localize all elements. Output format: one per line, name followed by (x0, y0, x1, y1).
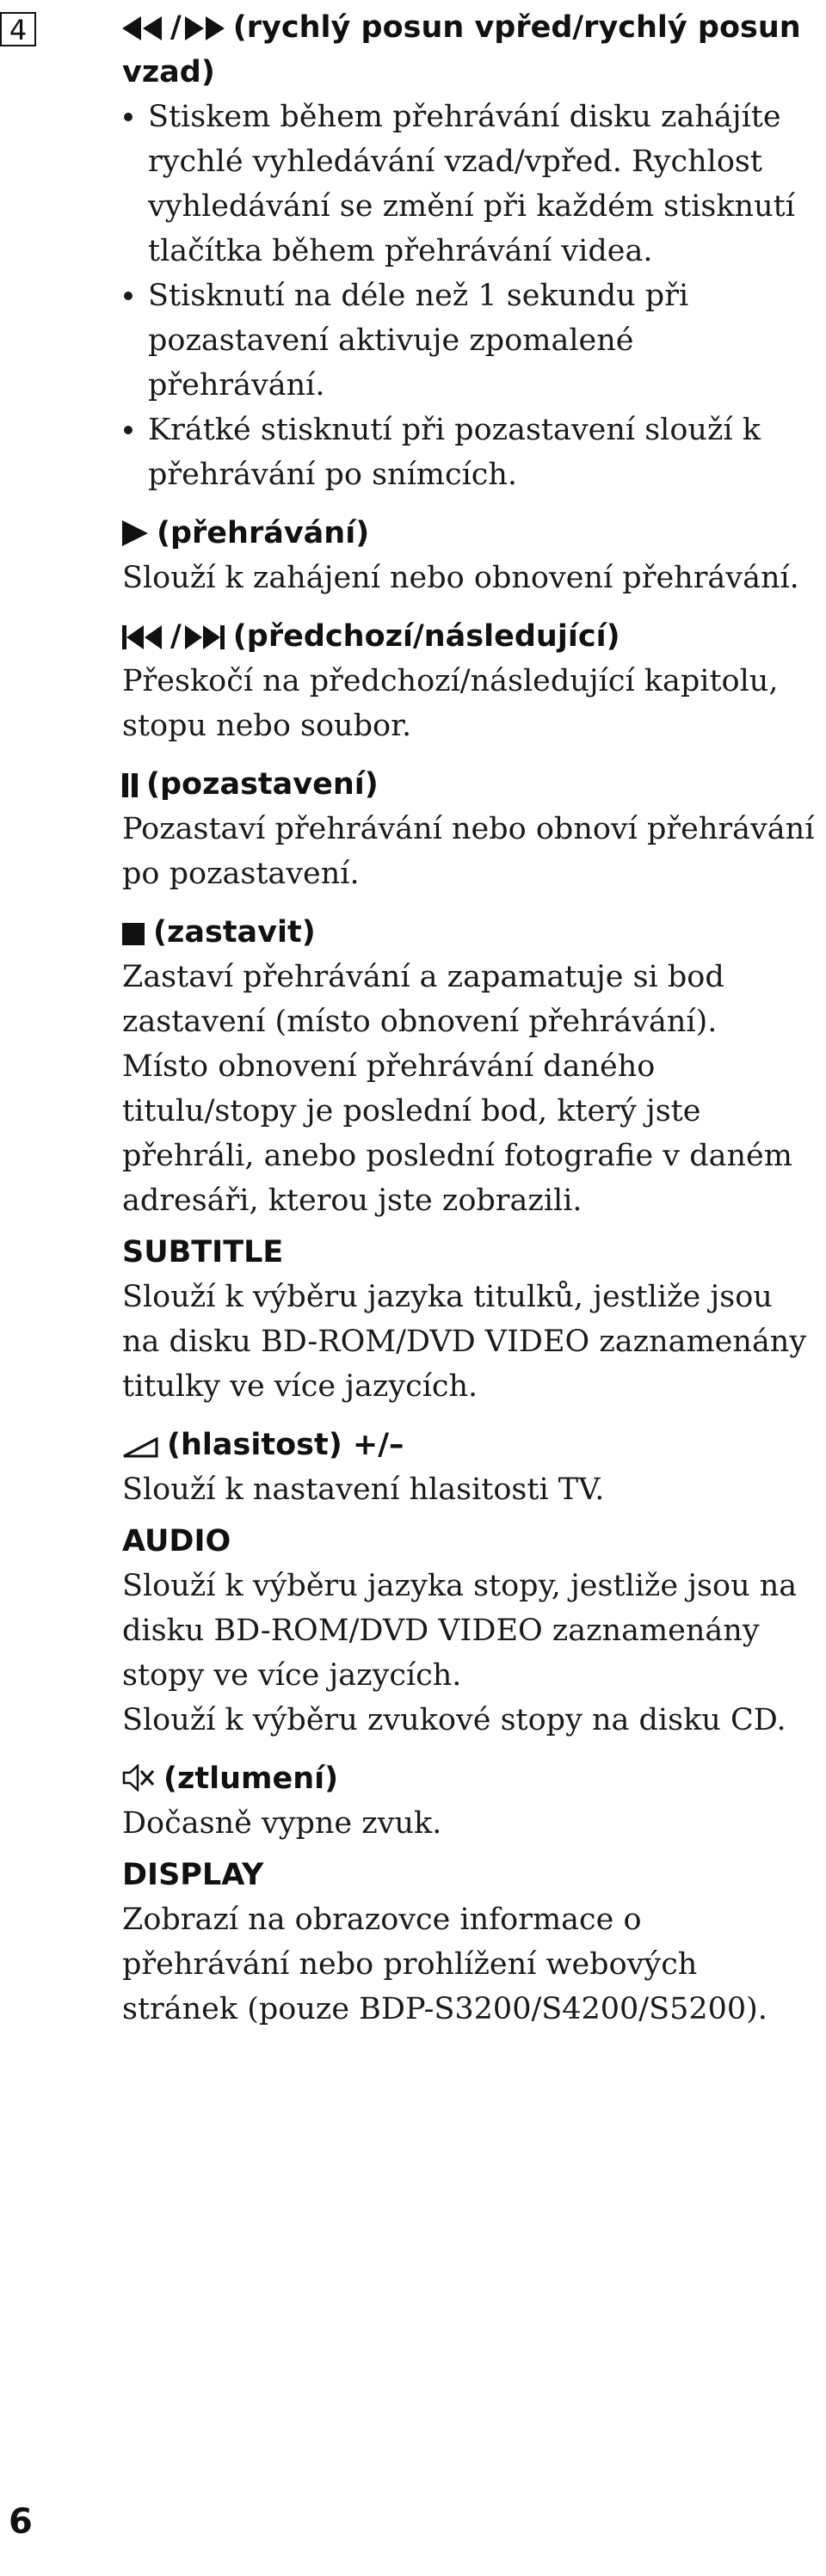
scan-title: (rychlý posun vpřed/rychlý posun vzad) (122, 10, 801, 89)
stop-icon (122, 923, 145, 945)
pause-icon (122, 773, 138, 797)
play-description: Slouží k zahájení nebo obnovení přehrávání. (122, 561, 799, 595)
previous-track-icon (122, 625, 162, 649)
prevnext-title: (předchozí/následující) (232, 619, 620, 654)
scan-bullet-2: Stisknutí na déle než 1 sekundu při pozastavení aktivuje zpomalené přehrávání. (148, 279, 689, 403)
scan-heading (9, 5, 816, 95)
stop-title: (zastavit) (153, 915, 316, 950)
prevnext-description: Přeskočí na předchozí/následující kapitolu, stopu nebo soubor. (122, 664, 779, 743)
mute-description: Dočasně vypne zvuk. (122, 1806, 442, 1841)
pause-title: (pozastavení) (146, 767, 379, 802)
audio-description-2: Slouží k výběru zvukové stopy na disku CD. (122, 1703, 786, 1737)
volume-title: (hlasitost) +/– (167, 1428, 404, 1462)
section-number-badge: 4 (0, 12, 36, 46)
display-description: Zobrazí na obrazovce informace o přehrávání nebo prohlížení webových stránek (pouze BDP-S3200/S4200/S5200). (122, 1903, 767, 2026)
stop-description-2: Místo obnovení přehrávání daného titulu/stopy je poslední bod, který jste přehráli, anebo poslední fotografie v daném adresáři, kterou jste zobrazili. (122, 1049, 792, 1218)
prevnext-separator: / (170, 619, 182, 654)
page-number: 6 (9, 2502, 33, 2542)
audio-heading: AUDIO (122, 1524, 231, 1559)
subtitle-heading: SUBTITLE (122, 1235, 284, 1270)
list-item (122, 274, 816, 408)
play-icon (122, 520, 148, 546)
fast-rewind-icon (122, 16, 162, 40)
play-heading (122, 511, 816, 556)
volume-heading (122, 1423, 816, 1467)
content-column (9, 5, 816, 2032)
subtitle-description: Slouží k výběru jazyka titulků, jestliže jsou na disku BD-ROM/DVD VIDEO zaznamenány titulky ve více jazycích. (122, 1280, 807, 1404)
pause-heading (122, 762, 816, 807)
prevnext-heading (122, 614, 816, 659)
mute-title: (ztlumení) (163, 1761, 339, 1796)
pause-description: Pozastaví přehrávání nebo obnoví přehrávání po pozastavení. (122, 812, 815, 891)
stop-heading (122, 910, 816, 955)
mute-heading (122, 1756, 816, 1801)
audio-description-1: Slouží k výběru jazyka stopy, jestliže jsou na disku BD-ROM/DVD VIDEO zaznamenány stopy ve více jazycích. (122, 1569, 798, 1693)
list-item (122, 408, 816, 497)
bullet-dot (124, 292, 133, 300)
scan-bullet-1: Stiskem během přehrávání disku zahájíte rychlé vyhledávání vzad/vpřed. Rychlost vyhledávání se změní při každém stisknutí tlačítka během přehrávání videa. (148, 100, 795, 268)
scan-separator: / (170, 10, 182, 45)
bullet-dot (124, 426, 133, 434)
scan-bullet-list (122, 95, 816, 497)
stop-description-1: Zastaví přehrávání a zapamatuje si bod zastavení (místo obnovení přehrávání). (122, 960, 724, 1039)
list-item (122, 95, 816, 274)
mute-icon (122, 1764, 155, 1792)
display-heading: DISPLAY (122, 1858, 264, 1892)
fast-forward-icon (185, 16, 225, 40)
bullet-dot (124, 113, 133, 121)
volume-description: Slouží k nastavení hlasitosti TV. (122, 1472, 605, 1507)
play-title: (přehrávání) (157, 516, 370, 550)
next-track-icon (185, 625, 225, 649)
volume-icon (122, 1437, 158, 1458)
scan-bullet-3: Krátké stisknutí při pozastavení slouží k přehrávání po snímcích. (148, 413, 761, 492)
